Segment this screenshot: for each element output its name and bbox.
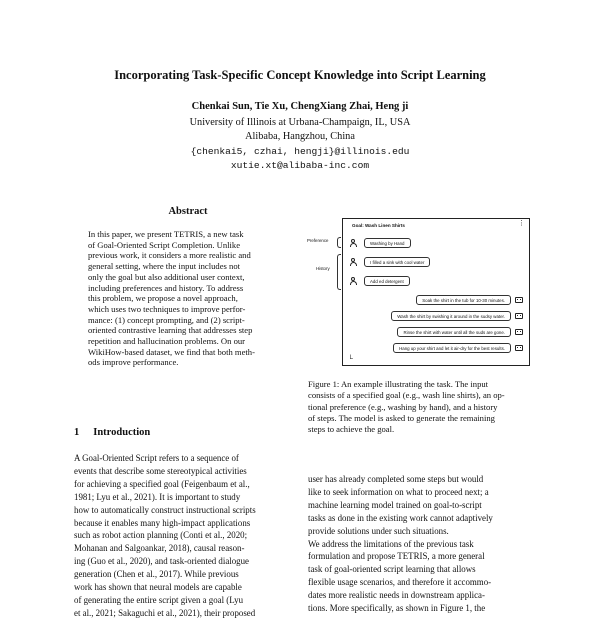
user-step-bubble: Washing by Hand [364,238,411,248]
affiliation-alibaba: Alibaba, Hangzhou, China [245,131,355,142]
model-step-bubble: Wash the shirt by swishing it around in the sudsy water. [391,311,511,321]
body-line: dates more realistic needs in downstream applica- [308,590,485,601]
body-line: We address the limitations of the previous task [308,538,474,549]
model-step-row [409,295,523,305]
paper-title: Incorporating Task-Specific Concept Knowledge into Script Learning [114,68,486,82]
body-line: such as robot action planning (Conti et al., 2020; [74,530,248,541]
model-step-bubble: Soak the shirt in the tub for 10-30 minutes. [416,295,511,305]
abstract-line: this problem, we propose a novel approach, [88,293,238,304]
abstract-heading: Abstract [168,206,208,217]
body-line: work has shown that neural models are capable [74,582,242,593]
body-line: provide solutions under such situations. [308,525,449,536]
body-line: user has already completed some steps but would [308,474,484,484]
history-brace [337,254,341,290]
model-step-row [386,343,523,353]
section-heading-introduction [74,427,150,438]
right-column-body [308,473,530,615]
model-step-row [390,327,523,337]
abstract-line: which uses two techniques to improve perfor- [88,303,246,314]
figure-1-caption [308,379,530,435]
body-line: events that describe some stereotypical activities [74,465,247,476]
caption-line: of steps. The model is asked to generate the remaining [308,412,495,423]
email-illinois: {chenkai5, czhai, hengji}@illinois.edu [190,146,410,157]
caption-line: Figure 1: An example illustrating the task. The input [308,379,489,389]
abstract-line: mance: (1) concept prompting, and (2) script- [88,314,245,325]
affiliation-uiuc: University of Illinois at Urbana-Champaign, IL, USA [189,117,411,128]
body-line: A Goal-Oriented Script refers to a sequence of [74,453,239,463]
robot-icon [515,313,523,319]
body-line: task of goal-oriented script learning that allows [308,564,476,575]
robot-icon [515,329,523,335]
user-icon [349,239,357,248]
body-line: because it enables many high-impact applications [74,517,251,528]
body-line: Mohanan and Salgoankar, 2018), causal reason- [74,543,245,554]
model-step-bubble: Hang up your shirt and let it air-dry for the best results. [393,343,511,353]
body-line: flexible usage scenarios, and therefore it accommo- [308,577,492,588]
user-step-row [349,238,411,248]
caption-line: steps to achieve the goal. [308,424,395,435]
body-line: tions. More specifically, as shown in Figure 1, the [308,603,486,614]
user-step-row [349,276,410,286]
send-icon: └ [348,356,353,363]
author-list: Chenkai Sun, Tie Xu, ChengXiang Zhai, Heng ji [191,101,409,112]
section-number: 1 [74,427,80,438]
email-alibaba: xutie.xt@alibaba-inc.com [230,160,370,171]
abstract-line: WikiHow-based dataset, we find that both meth- [88,346,255,357]
caption-line: tional preference (e.g., washing by hand), and a history [308,401,498,412]
caption-line: consists of a specified goal (e.g., wash line shirts), an op- [308,390,505,401]
body-line: formulation and propose TETRIS, a more general [308,551,485,562]
robot-icon [515,345,523,351]
body-line: tasks as done in the existing work cannot adaptively [308,512,493,523]
user-step-row [349,257,430,267]
body-line: et al., 2021; Sakaguchi et al., 2021), their proposed [74,607,256,618]
abstract-line: In this paper, we present TETRIS, a new task [88,229,244,239]
body-line: how to automatically construct instructional scripts [74,504,256,515]
robot-icon [515,297,523,303]
figure-1 [342,218,530,366]
user-step-bubble: Add ed detergent [364,276,410,286]
preference-brace [337,237,341,248]
body-line: like to seek information on what to proceed next; a [308,486,489,497]
abstract-line: only the goal but also additional user context, [88,271,245,282]
body-line: generation (Chen et al., 2017). While previous [74,569,239,580]
user-icon [349,277,357,286]
model-step-bubble: Rinse the shirt with water until all the suds are gone. [397,327,511,337]
abstract-line: ods improve performance. [88,357,179,368]
body-line: 1981; Lyu et al., 2021). It is important to study [74,491,241,502]
body-line: ing (Guo et al., 2020), and task-oriented dialogue [74,556,249,567]
body-line: for achieving a specified goal (Feigenbaum et al., [74,478,250,489]
figure-label-preference: Preference [307,238,329,243]
abstract-line: oriented contrastive learning that addresses step [88,325,253,336]
section-title: Introduction [93,427,151,438]
figure-label-history: History [316,266,330,271]
introduction-body [74,452,296,620]
body-line: of generating the entire script given a goal (Lyu [74,594,244,605]
abstract-line: previous work, it considers a more realistic and [88,250,251,261]
abstract-body [88,229,288,368]
figure-goal-title: Goal: Wash Linen Shirts [352,223,405,228]
abstract-line: general setting, where the input includes not [88,261,241,272]
abstract-line: of Goal-Oriented Script Completion. Unlike [88,239,241,250]
model-step-row [384,311,523,321]
user-icon [349,258,357,267]
abstract-line: including preferences and history. To address [88,282,244,293]
user-step-bubble: I filled a sink with cool water [364,257,430,267]
abstract-line: repetition and hallucination problems. On our [88,336,246,347]
body-line: machine learning model trained on goal-to-script [308,499,482,510]
more-options-icon: ⋮ [518,220,525,227]
